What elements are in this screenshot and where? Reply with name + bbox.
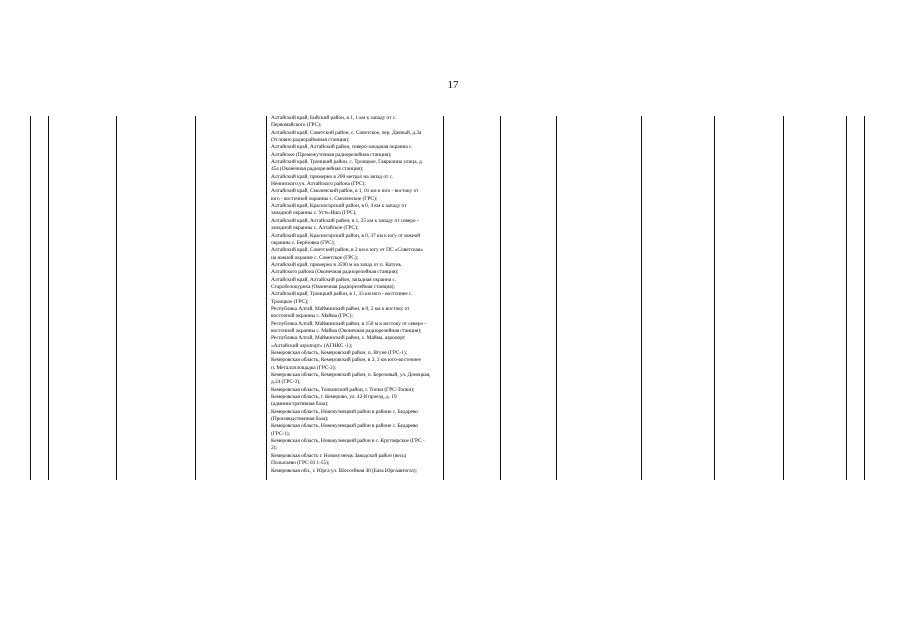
address-line: Республика Алтай, Майминский район, в 150 м к востоку от северо - <box>271 320 427 327</box>
address-line: 2); <box>271 445 277 452</box>
address-line: Алтайский край, примерно в 200 метрах на запад от с. <box>271 173 394 180</box>
address-line: (ГРС-1); <box>271 430 290 437</box>
address-line: окраины с. Берёзовка (ГРС); <box>271 239 335 246</box>
address-line: Алтайский край, Красногорский район, в 0, 37 км к югу от южной <box>271 232 421 239</box>
address-line: Алтайского района (Оконечная радиорелейная станция); <box>271 269 399 276</box>
address-line: западной окраины с. Алтайское (ГРС); <box>271 225 359 232</box>
address-line: юго - восточной окраины с. Смоленское (ГРС); <box>271 195 378 202</box>
address-line: Кемеровская обл., г. Юрга ул. Шоссейная 40 (База Юргаавтогаз); <box>271 467 417 474</box>
address-line: Кемеровская область, Новокузнецкий район в районе с. Бедарево <box>271 423 418 430</box>
table-column-rule <box>30 116 31 480</box>
address-line: Кемеровская область, Новокузнецкий район в районе с. Бедарево <box>271 408 418 415</box>
address-line: Алтайский край, примерно в 3590 м на запад от п. Катунь <box>271 261 402 268</box>
address-line: Кемеровская область, Топкинский район, г. Топки (ГРС-Топки); <box>271 386 415 393</box>
address-line: Алтайский край, Троицкий район, в 1, 33 км юго - восточнее с. <box>271 291 413 298</box>
table-column-rule <box>500 116 501 480</box>
address-line: Алтайский край, Смоленский район, в 1, 01 км к юго - востоку от <box>271 188 419 195</box>
address-line: Республика Алтай, Майминский район, в 0, 2 км к востоку от <box>271 305 410 312</box>
address-line: восточной окраины с. Майма (Оконечная радиорелейная станция); <box>271 327 422 334</box>
address-line: (Производственная база); <box>271 416 329 423</box>
address-line: Алтайский край, Алтайский район, северо-западная окраина с. <box>271 144 413 151</box>
address-line: Ненинского,уч. Алтайского района (ГРС); <box>271 181 366 188</box>
table-column-rule <box>443 116 444 480</box>
address-line: Кемеровская область, Кемеровский район, п. Березовый, ул. Донецкая, <box>271 372 431 379</box>
address-line: Алтайский край, Красногорский район, в 0, 4 км к западу от <box>271 203 407 210</box>
address-line: Алтайский край, Троицкий район, с. Троицкое, Гаврилина улица, д. <box>271 159 424 166</box>
address-line: Алтайский край, Советский район, с. Советское, пер. Дачный, д.3а <box>271 129 422 136</box>
address-line: Старобелокуриха (Оконечная радиорелейная станция); <box>271 283 395 290</box>
table-column-rule <box>266 116 267 480</box>
data-table <box>0 116 905 480</box>
address-line: Алтайский край, Алтайский район, в 1, 25 км к западу от северо - <box>271 217 419 224</box>
table-column-rule <box>714 116 715 480</box>
table-column-rule <box>864 116 865 480</box>
address-line: (Условно радиорайонная станция); <box>271 137 350 144</box>
address-line: Алтайский край, Советский район, в 2 км к югу от ПС «Советская» <box>271 247 424 254</box>
table-column-rule <box>783 116 784 480</box>
address-line: п. Металлплощадка (ГРС-2); <box>271 364 336 371</box>
table-column-rule <box>846 116 847 480</box>
address-line: д.24 (ГРС-3); <box>271 379 301 386</box>
address-line: Полысаево (ГРС 03 1-55); <box>271 460 330 467</box>
address-list-cell <box>271 115 439 475</box>
address-line: восточной окраины с. Майма (ГРС); <box>271 313 353 320</box>
address-line: «Алтайский аэропорт» (АГНКС -1); <box>271 342 353 349</box>
address-line: Кемеровская область, Новокузнецкий район в с. Крутоярское (ГРС - <box>271 438 425 445</box>
table-column-rule <box>556 116 557 480</box>
page-number: 17 <box>447 79 459 91</box>
address-line: на южной окраине с. Советское (ГРС); <box>271 254 358 261</box>
table-column-rule <box>195 116 196 480</box>
table-column-rule <box>641 116 642 480</box>
table-column-rule <box>48 116 49 480</box>
address-line: (административная база); <box>271 401 329 408</box>
address-line: Кемеровская область г. Новокузнецк Заводской район (весь) <box>271 452 407 459</box>
address-line: Республика Алтай, Майминский район, с. Майма, аэропорт <box>271 335 406 342</box>
address-line: 45а (Оконечная радиорелейная станция); <box>271 166 364 173</box>
address-line: Алтайский край, Бийский район, в 1, 1 км к западу от с. <box>271 115 397 121</box>
address-line: Кемеровская область, Кемеровский район, в 2, 3 км юго-восточнее <box>271 357 421 364</box>
address-line: Алтайский край, Алтайский район, западная окраина с. <box>271 276 396 283</box>
address-line: Кемеровская область, Кемеровский район, п. Ягуне (ГРС-1); <box>271 350 407 356</box>
address-line: Алтайское (Промежуточная радиорелейная станция); <box>271 151 392 158</box>
table-column-rule <box>116 116 117 480</box>
address-line: западной окраины с. Усть-Иша (ГРС); <box>271 210 357 217</box>
address-line: Первомайского (ГРС); <box>271 122 322 129</box>
address-line: Троицкое (ГРС); <box>271 298 309 305</box>
address-line: Кемеровская область, г. Кемерово, ул. 42-й проезд, д. 19 <box>271 394 397 401</box>
